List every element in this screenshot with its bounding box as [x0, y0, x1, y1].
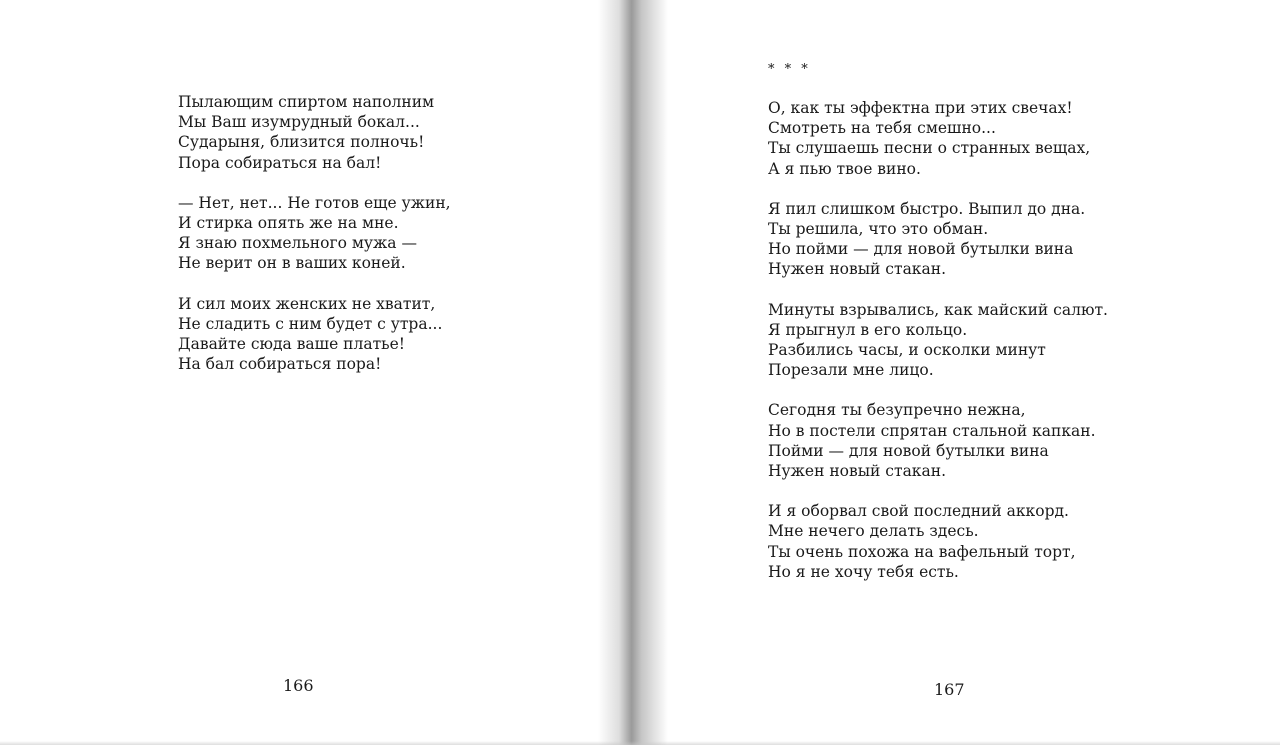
poem-line: Я пил слишком быстро. Выпил до дна.	[768, 199, 1086, 218]
poem-line: Ты решила, что это обман.	[768, 220, 989, 239]
poem-line: Нужен новый стакан.	[768, 260, 946, 279]
poem-line: И сил моих женских не хватит,	[178, 294, 436, 313]
poem-line: — Нет, нет... Не готов еще ужин,	[178, 193, 451, 212]
poem-line: О, как ты эффектна при этих свечах!	[768, 99, 1073, 117]
stanza	[768, 199, 1108, 280]
stanza	[178, 193, 451, 274]
poem-line: Мне нечего делать здесь.	[768, 522, 979, 541]
poem-line: А я пью твое вино.	[768, 159, 921, 178]
right-poem	[768, 98, 1108, 602]
page-bottom-edge	[0, 741, 1280, 745]
poem-line: На бал собираться пора!	[178, 355, 382, 374]
poem-line: Не верит он в ваших коней.	[178, 254, 406, 273]
page-number: 167	[934, 680, 965, 699]
poem-line: Нужен новый стакан.	[768, 462, 946, 481]
poem-line: Сударыня, близится полночь!	[178, 133, 425, 152]
left-page	[0, 0, 618, 745]
stanza	[768, 501, 1108, 582]
poem-line: Пора собираться на бал!	[178, 153, 382, 172]
stanza	[768, 400, 1108, 481]
page-number: 166	[283, 676, 314, 695]
poem-line: Минуты взрывались, как майский салют.	[768, 300, 1108, 319]
poem-line: Сегодня ты безупречно нежна,	[768, 401, 1026, 420]
poem-line: Мы Ваш изумрудный бокал...	[178, 113, 420, 132]
poem-line: Но я не хочу тебя есть.	[768, 562, 959, 581]
poem-line: Но пойми — для новой бутылки вина	[768, 240, 1074, 259]
section-divider: * * *	[768, 62, 811, 77]
poem-line: Не сладить с ним будет с утра...	[178, 314, 443, 333]
poem-line: Но в постели спрятан стальной капкан.	[768, 421, 1096, 440]
poem-line: Ты слушаешь песни о странных вещах,	[768, 139, 1091, 158]
poem-line: Я знаю похмельного мужа —	[178, 234, 417, 253]
stanza	[178, 294, 451, 375]
book-gutter-shadow	[598, 0, 668, 745]
stanza	[178, 92, 451, 173]
poem-line: И стирка опять же на мне.	[178, 214, 399, 233]
poem-line: Разбились часы, и осколки минут	[768, 341, 1046, 360]
poem-line: Ты очень похожа на вафельный торт,	[768, 542, 1076, 561]
stanza	[768, 300, 1108, 381]
poem-line: Я прыгнул в его кольцо.	[768, 320, 968, 339]
left-poem	[178, 92, 451, 394]
poem-line: Пойми — для новой бутылки вина	[768, 441, 1049, 460]
poem-line: Порезали мне лицо.	[768, 361, 934, 380]
poem-line: И я оборвал свой последний аккорд.	[768, 502, 1069, 521]
poem-line: Смотреть на тебя смешно...	[768, 119, 996, 138]
poem-line: Давайте сюда ваше платье!	[178, 335, 406, 354]
stanza	[768, 98, 1108, 179]
poem-line: Пылающим спиртом наполним	[178, 93, 435, 111]
